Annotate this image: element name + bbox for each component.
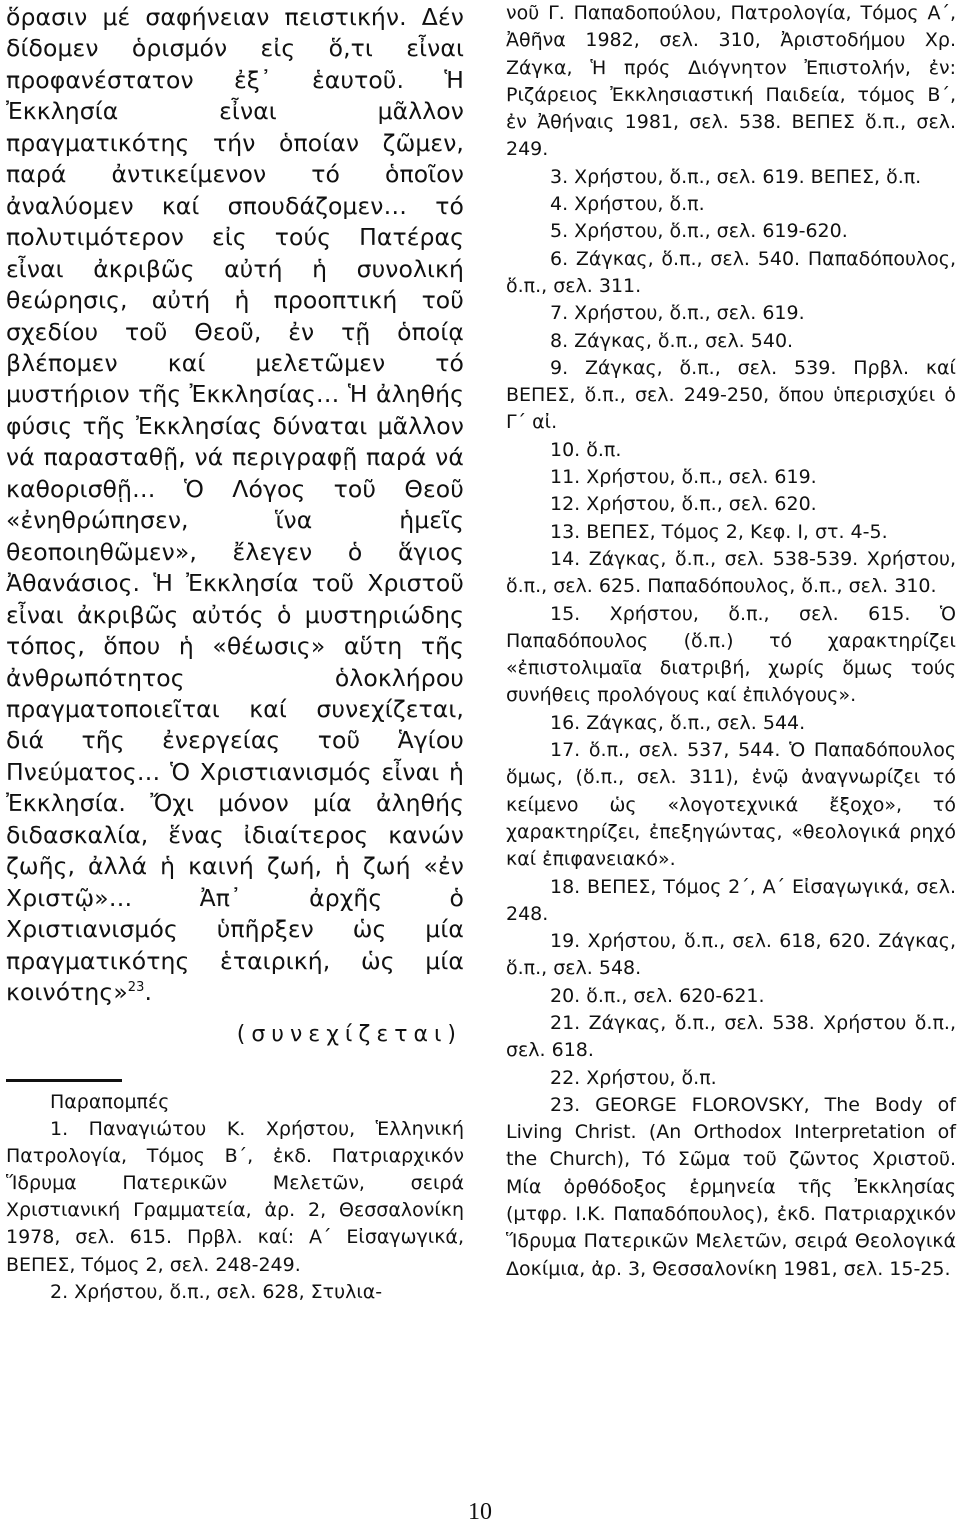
note-item: 20. ὅ.π., σελ. 620-621. xyxy=(550,984,765,1007)
note-item: 13. ΒΕΠΕΣ, Τόμος 2, Κεφ. Ι, στ. 4-5. xyxy=(550,520,888,543)
page-number: 10 xyxy=(468,1499,492,1525)
left-column xyxy=(6,2,464,1306)
notes-heading: Παραπομπές xyxy=(50,1090,170,1113)
main-paragraph xyxy=(6,2,464,1009)
note-item: 19. Χρήστου, ὅ.π., σελ. 618, 620. Ζάγκας, ὅ.π., σελ. 548. xyxy=(506,930,956,980)
main-text xyxy=(6,2,464,1009)
note-item: 18. ΒΕΠΕΣ, Τόμος 2΄, Α΄ Εἰσαγωγικά, σελ. 248. xyxy=(506,875,956,925)
note-item: 7. Χρήστου, ὅ.π., σελ. 619. xyxy=(550,302,805,325)
note-item: 15. Χρήστου, ὅ.π., σελ. 615. Ὁ Παπαδόπουλος (ὅ.π.) τό χαρακτηρίζει «ἐπιστολιμαῖα διατριβή, χωρίς ὅμως τούς συνήθεις προλόγους καί ἐπιλόγους». xyxy=(506,602,956,707)
note-item: 11. Χρήστου, ὅ.π., σελ. 619. xyxy=(550,466,817,489)
note-item: 3. Χρήστου, ὅ.π., σελ. 619. ΒΕΠΕΣ, ὅ.π. xyxy=(550,165,922,188)
note-item: 23. GEORGE FLOROVSKY, The Body of Living Christ. (An Orthodox Interpretation of the Church), Τό Σῶμα τοῦ ζῶντος Χριστοῦ. Μία ὀρθόδοξος ἑρμηνεία τῆς Ἐκκλησίας (μτφρ. Ι.Κ. Παπαδόπουλος), ἐκδ. Πατριαρχικόν Ἵδρυμα Πατερικῶν Μελετῶν, σειρά Θεολογικά Δοκίμια, ἀρ. 3, Θεσσαλονίκη 1981, σελ. 15-25. xyxy=(506,1093,956,1280)
note-item: 8. Ζάγκας, ὅ.π., σελ. 540. xyxy=(550,329,794,352)
end-punctuation: . xyxy=(144,978,153,1007)
note-item: 12. Χρήστου, ὅ.π., σελ. 620. xyxy=(550,493,817,516)
note-item: 4. Χρήστου, ὅ.π. xyxy=(550,193,705,216)
note-item: 10. ὅ.π. xyxy=(550,438,622,461)
note-item: 2. Χρήστου, ὅ.π., σελ. 628, Στυλια- xyxy=(50,1280,383,1303)
continued-label: (συνεχίζεται) xyxy=(236,1021,462,1047)
footnote-separator xyxy=(6,1079,122,1082)
note-item: 9. Ζάγκας, ὅ.π., σελ. 539. Πρβλ. καί ΒΕΠΕΣ, ὅ.π., σελ. 249-250, ὅπου ὑπερισχύει ὁ Γ΄ αἰ. xyxy=(506,356,956,434)
note-item: 6. Ζάγκας, ὅ.π., σελ. 540. Παπαδόπουλος, ὅ.π., σελ. 311. xyxy=(506,247,956,297)
note-item: 5. Χρήστου, ὅ.π., σελ. 619-620. xyxy=(550,220,848,243)
note-item: 1. Παναγιώτου Κ. Χρήστου, Ἑλληνική Πατρολογία, Τόμος Β΄, ἐκδ. Πατριαρχικόν Ἵδρυμα Πατερικῶν Μελετῶν, σειρά Χριστιανική Γραμματεία, ἀρ. 2, Θεσσαλονίκη 1978, σελ. 615. Πρβλ. καί: Α΄ Εἰσαγωγικά, ΒΕΠΕΣ, Τόμος 2, σελ. 248-249. xyxy=(6,1117,464,1276)
right-column xyxy=(506,0,956,1283)
note-item: 17. ὅ.π., σελ. 537, 544. Ὁ Παπαδόπουλος ὅμως, (ὅ.π., σελ. 311), ἐνῷ ἀναγνωρίζει τό κείμενο ὡς «λογοτεχνικά ἔξοχο», τό χαρακτηρίζει, ἐπεξηγώντας, «θεολογικά ρηχό καί ἐπιφανειακό». xyxy=(506,739,956,871)
footnote-reference: 23 xyxy=(127,980,145,996)
note-item: 22. Χρήστου, ὅ.π. xyxy=(550,1066,717,1089)
note-item: 21. Ζάγκας, ὅ.π., σελ. 538. Χρήστου ὅ.π., σελ. 618. xyxy=(506,1011,956,1062)
note-item: 16. Ζάγκας, ὅ.π., σελ. 544. xyxy=(550,711,806,734)
main-paragraph-text: ὅρασιν μέ σαφήνειαν πειστικήν. Δέν δίδομεν ὁρισμόν εἰς ὅ,τι εἶναι προφανέστατον ἐξ᾽ ἑαυτοῦ. Ἡ Ἐκκλησία εἶναι μᾶλλον πραγματικότης τήν ὁποίαν ζῶμεν, παρά ἀντικείμενον τό ὁποῖον ἀναλύομεν καί σπουδάζομεν… τό πολυτιμότερον εἰς τούς Πατέρας εἶναι ἀκριβῶς αὐτή ἡ συνολική θεώρησις, αὐτή ἡ προοπτική τοῦ σχεδίου τοῦ Θεοῦ, ἐν τῇ ὁποίᾳ βλέπομεν καί μελετῶμεν τό μυστήριον τῆς Ἐκκλησίας… Ἡ ἀληθής φύσις τῆς Ἐκκλησίας δύναται μᾶλλον νά παρασταθῇ, νά περιγραφῇ παρά νά καθορισθῇ… Ὁ Λόγος τοῦ Θεοῦ «ἐνηθρώπησεν, ἵνα ἡμεῖς θεοποιηθῶμεν», ἔλεγεν ὁ ἅγιος Ἀθανάσιος. Ἡ Ἐκκλησία τοῦ Χριστοῦ εἶναι ἀκριβῶς αὐτός ὁ μυστηριώδης τόπος, ὅπου ἡ «θέωσις» αὕτη τῆς ἀνθρωπότητος ὁλοκλήρου πραγματοποιεῖται καί συνεχίζεται, διά τῆς ἐνεργείας τοῦ Ἁγίου Πνεύματος… Ὁ Χριστιανισμός εἶναι ἡ Ἐκκλησία. Ὄχι μόνον μία ἀληθής διδασκαλία, ἕνας ἰδιαίτερος κανών ζωῆς, ἀλλά ἡ καινή ζωή, ἡ ζωή «ἐν Χριστῷ»… Ἀπ᾽ ἀρχῆς ὁ Χριστιανισμός ὑπῆρξεν ὡς μία πραγματικότης ἑταιρική, ὡς μία κοινότης» xyxy=(6,3,464,1007)
note-continuation: νοῦ Γ. Παπαδοπούλου, Πατρολογία, Τόμος Α΄, Ἀθῆνα 1982, σελ. 310, Ἀριστοδήμου Χρ. Ζάγκα, Ἡ πρός Διόγνητον Ἐπιστολήν, ἐν: Ριζάρειος Ἐκκλησιαστική Παιδεία, τόμος Β΄, ἐν Ἀθήναις 1981, σελ. 538. ΒΕΠΕΣ ὅ.π., σελ. 249. xyxy=(506,2,956,161)
note-item: 14. Ζάγκας, ὅ.π., σελ. 538-539. Χρήστου, ὅ.π., σελ. 625. Παπαδόπουλος, ὅ.π., σελ. 310. xyxy=(506,547,956,598)
